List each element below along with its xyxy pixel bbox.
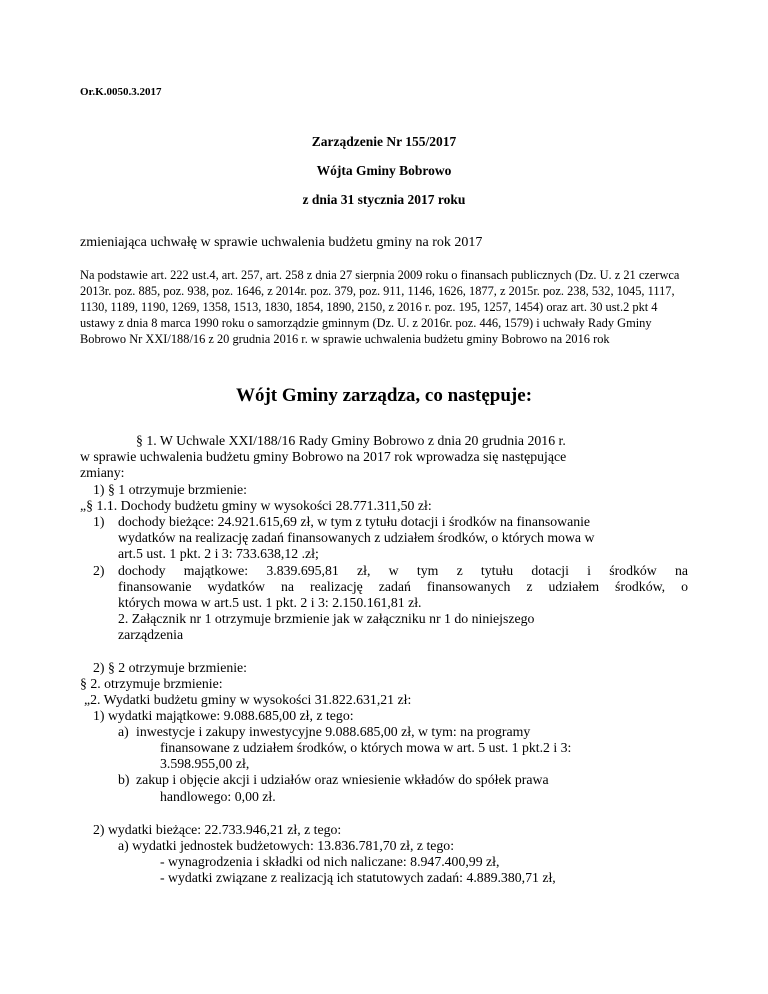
investment-line: inwestycje i zakupy inwestycyjne 9.088.685,00 zł, w tym: na programy xyxy=(136,724,531,739)
document-reference-number: Or.K.0050.3.2017 xyxy=(80,86,162,98)
statutory-tasks-line: - wydatki związane z realizacją ich statutowych zadań: 4.889.380,71 zł, xyxy=(160,870,556,885)
attachment-note: zarządzenia xyxy=(118,627,184,642)
salaries-line: - wynagrodzenia i składki od nich naliczane: 8.947.400,99 zł, xyxy=(160,854,500,869)
list-item-1: 1) § 1 otrzymuje brzmienie: xyxy=(93,482,248,497)
section-heading: Wójt Gminy zarządza, co następuje: xyxy=(235,385,533,406)
current-expenditure-line: 2) wydatki bieżące: 22.733.946,21 zł, z tego: xyxy=(93,822,342,837)
expenditure-total-line: „2. Wydatki budżetu gminy w wysokości 31.822.631,21 zł: xyxy=(84,692,412,707)
income-total-line: „§ 1.1. Dochody budżetu gminy w wysokości 28.771.311,50 zł: xyxy=(80,498,432,513)
list-item-2: 2) § 2 otrzymuje brzmienie: xyxy=(93,660,248,675)
current-income-line: dochody bieżące: 24.921.615,69 zł, w tym z tytułu dotacji i środków na finansowanie xyxy=(118,514,591,529)
list-number: 1) xyxy=(93,514,105,529)
paragraph-1-line: w sprawie uchwalenia budżetu gminy Bobrowo na 2017 rok wprowadza się następujące xyxy=(80,449,567,464)
capital-income-line: dochody majątkowe: 3.839.695,81 zł, w tym z tytułu dotacji i środków na xyxy=(118,563,688,578)
attachment-note: 2. Załącznik nr 1 otrzymuje brzmienie jak w załączniku nr 1 do niniejszego xyxy=(118,611,535,626)
legal-basis-paragraph: Na podstawie art. 222 ust.4, art. 257, art. 258 z dnia 27 sierpnia 2009 roku o finansach publicznych (Dz. U. z 21 czerwca 2013r. poz. 885, poz. 938, poz. 1646, z 2014r. poz. 379, poz. 911, 1146, 1626, 1877, z 2015r. poz. 238, 532, 1045, 1117, 1130, 1189, 1190, 1269, 1358, 1513, 1830, 1854, 1890, 2150, z 2016 r. poz. 195, 1257, 1454) oraz art. 30 ust.2 pkt 4 ustawy z dnia 8 marca 1990 roku o samorządzie gminnym (Dz. U. z 2016r. poz. 446, 1579) i uchwały Rady Gminy Bobrowo Nr XXI/188/16 z 20 grudnia 2016 r. w sprawie uchwalenia budżetu gminy Bobrowo na 2016 rok xyxy=(80,268,680,346)
document-date: z dnia 31 stycznia 2017 roku xyxy=(302,192,466,207)
capital-income-line: których mowa w art.5 ust. 1 pkt. 2 i 3: 2.150.161,81 zł. xyxy=(118,595,422,610)
list-letter: a) xyxy=(118,724,129,739)
current-income-line: wydatków na realizację zadań finansowanych z udziałem środków, o których mowa w xyxy=(118,530,595,545)
paragraph-1-intro: § 1. W Uchwale XXI/188/16 Rady Gminy Bobrowo z dnia 20 grudnia 2016 r. xyxy=(136,433,566,448)
list-number: 2) xyxy=(93,563,105,578)
shares-line: zakup i objęcie akcji i udziałów oraz wniesienie wkładów do spółek prawa xyxy=(136,772,549,787)
shares-line: handlowego: 0,00 zł. xyxy=(160,789,276,804)
current-income-line: art.5 ust. 1 pkt. 2 i 3: 733.638,12 .zł; xyxy=(118,546,319,561)
document-subject: zmieniająca uchwałę w sprawie uchwalenia budżetu gminy na rok 2017 xyxy=(80,235,483,250)
document-issuer: Wójta Gminy Bobrowo xyxy=(316,163,452,178)
paragraph-2-heading: § 2. otrzymuje brzmienie: xyxy=(80,676,223,691)
capital-expenditure-line: 1) wydatki majątkowe: 9.088.685,00 zł, z tego: xyxy=(93,708,354,723)
investment-line: finansowane z udziałem środków, o których mowa w art. 5 ust. 1 pkt.2 i 3: xyxy=(160,740,572,755)
document-title: Zarządzenie Nr 155/2017 xyxy=(311,134,457,149)
investment-line: 3.598.955,00 zł, xyxy=(160,756,250,771)
list-letter: b) xyxy=(118,772,130,787)
budget-units-line: a) wydatki jednostek budżetowych: 13.836.781,70 zł, z tego: xyxy=(118,838,455,853)
paragraph-1-line: zmiany: xyxy=(80,465,125,480)
capital-income-line: finansowanie wydatków na realizację zadań finansowanych z udziałem środków, o xyxy=(118,579,688,594)
